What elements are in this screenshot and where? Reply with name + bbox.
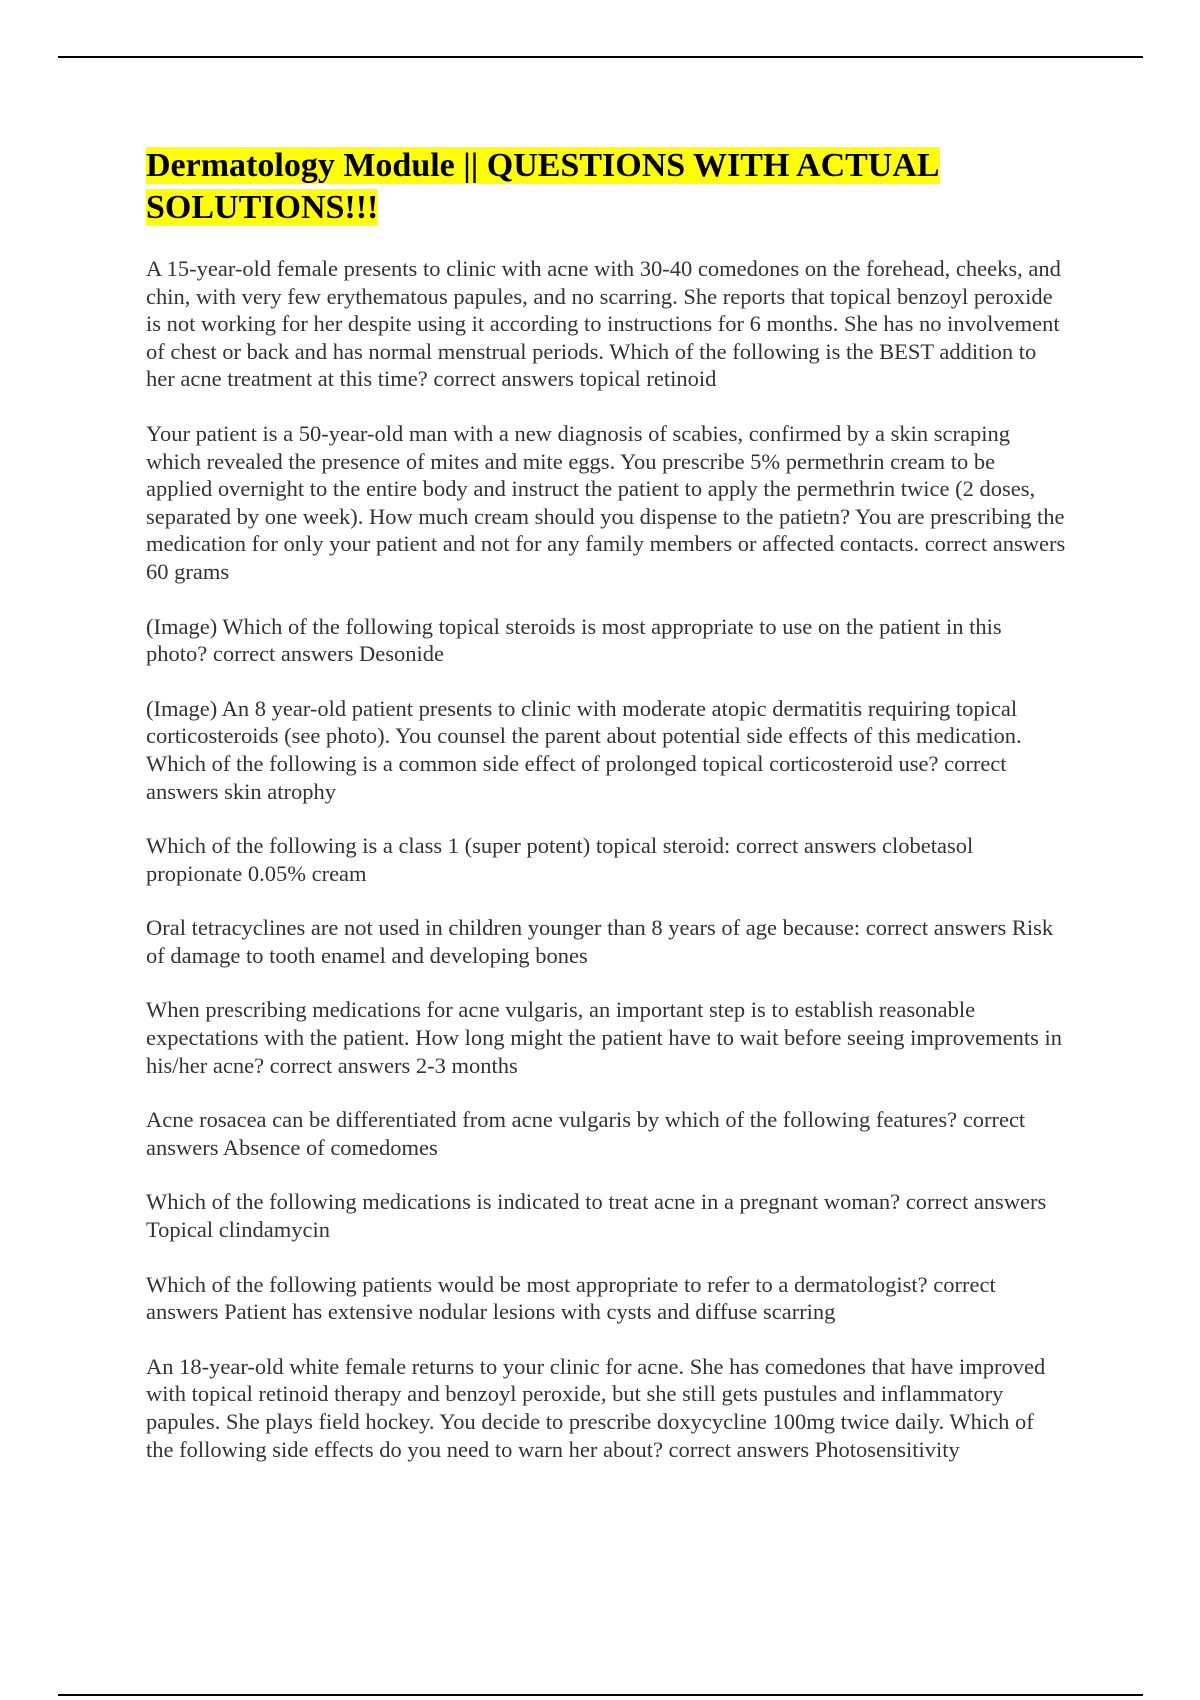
bottom-rule xyxy=(58,1694,1143,1696)
qa-item: An 18-year-old white female returns to your clinic for acne. She has comedones that have improved with topical retinoid therapy and benzoyl peroxide, but she still gets pustules and inflammatory papules. She plays field hockey. You decide to prescribe doxycycline 100mg twice daily. Which of the following side effects do you need to warn her about? correct answers Photosensitivity xyxy=(146,1353,1046,1462)
document-title xyxy=(146,145,1066,229)
qa-item: (Image) An 8 year-old patient presents to clinic with moderate atopic dermatitis requiring topical corticosteroids (see photo). You counsel the parent about potential side effects of this medication. Which of the following is a common side effect of prolonged topical corticosteroid use? correct answers skin atrophy xyxy=(146,695,1022,804)
document-body xyxy=(146,145,1066,1490)
title-line-2: SOLUTIONS!!! xyxy=(146,189,379,226)
qa-item: Acne rosacea can be differentiated from acne vulgaris by which of the following features? correct answers Absence of comedomes xyxy=(146,1107,1026,1160)
qa-item: When prescribing medications for acne vulgaris, an important step is to establish reasonable expectations with the patient. How long might the patient have to wait before seeing improvements in his/her acne? correct answers 2-3 months xyxy=(146,997,1063,1078)
qa-item: Which of the following medications is indicated to treat acne in a pregnant woman? correct answers Topical clindamycin xyxy=(146,1189,1047,1243)
title-line-1: Dermatology Module || QUESTIONS WITH ACTUAL xyxy=(146,147,940,184)
qa-item: A 15-year-old female presents to clinic with acne with 30-40 comedones on the forehead, cheeks, and chin, with very few erythematous papules, and no scarring. She reports that topical benzoyl peroxide is not working for her despite using it according to instructions for 6 months. She has no involvement of chest or back and has normal menstrual periods. Which of the following is the BEST addition to her acne treatment at this time? correct answers topical retinoid xyxy=(146,256,1061,392)
qa-item: (Image) Which of the following topical steroids is most appropriate to use on the patient in this photo? correct answers Desonide xyxy=(146,613,1002,667)
qa-item: Which of the following is a class 1 (super potent) topical steroid: correct answers clobetasol propionate 0.05% cream xyxy=(146,833,974,886)
qa-item: Your patient is a 50-year-old man with a new diagnosis of scabies, confirmed by a skin scraping which revealed the presence of mites and mite eggs. You prescribe 5% permethrin cream to be applied overnight to the entire body and instruct the patient to apply the permethrin twice (2 doses, separated by one week). How much cream should you dispense to the patietn? You are prescribing the medication for only your patient and not for any family members or affected contacts. correct answers 60 grams xyxy=(146,420,1066,584)
qa-item: Oral tetracyclines are not used in children younger than 8 years of age because: correct answers Risk of damage to tooth enamel and developing bones xyxy=(146,915,1054,968)
top-rule xyxy=(58,56,1143,58)
qa-item: Which of the following patients would be most appropriate to refer to a dermatologist? correct answers Patient has extensive nodular lesions with cysts and diffuse scarring xyxy=(146,1271,996,1325)
